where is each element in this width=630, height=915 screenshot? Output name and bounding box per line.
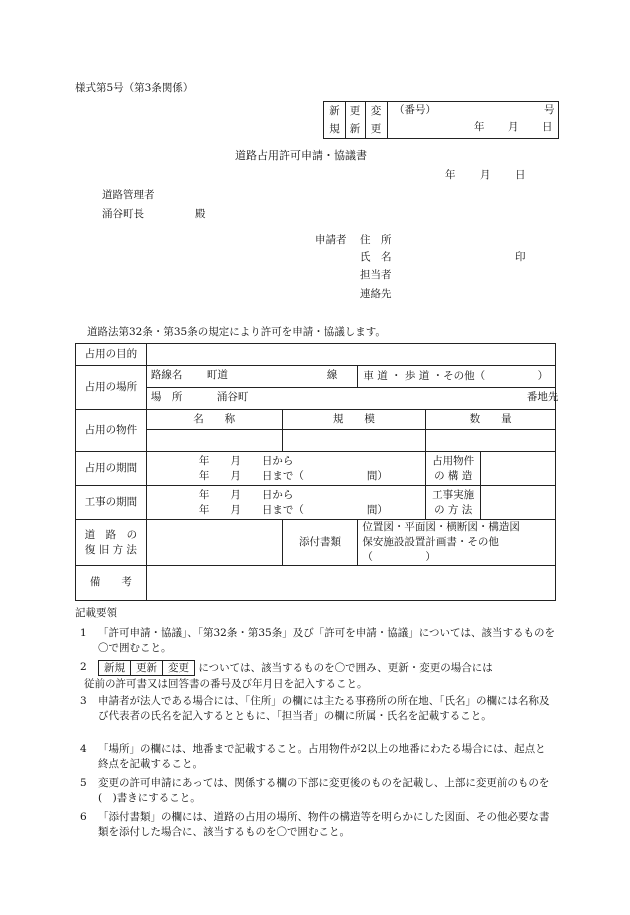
- type-new[interactable]: [324, 102, 346, 138]
- structure-label: [426, 452, 481, 486]
- method-label-l1: 工事実施: [432, 488, 475, 501]
- work-period-to: 年 月 日まで（ 間）: [198, 503, 388, 516]
- type-new-char2: 規: [329, 123, 340, 135]
- note-2-box-renew: 更新: [131, 660, 163, 676]
- remarks-label: 備 考: [76, 566, 147, 601]
- note-6: [80, 810, 556, 840]
- structure-label-l1: 占用物件: [432, 454, 475, 467]
- note-5-text: 変更の許可申請にあっては、関係する欄の下部に変更後のものを記載し、上部に変更前のものを( )書きにすること。: [98, 777, 550, 804]
- period-to: 年 月 日まで（ 間）: [198, 469, 388, 482]
- period-from: 年 月 日から: [198, 454, 294, 467]
- object-name-field[interactable]: [146, 430, 282, 452]
- work-period-from: 年 月 日から: [198, 488, 294, 501]
- method-label-l2: の 方 法: [434, 503, 473, 516]
- note-2-box-new: 新規: [98, 660, 131, 676]
- lot-label: 番地先: [526, 391, 559, 403]
- notes-heading: 記載要領: [75, 607, 117, 619]
- note-4: [80, 742, 556, 772]
- note-5: [80, 776, 556, 806]
- period-label: 占用の期間: [76, 452, 147, 486]
- town-name: 涌谷町: [216, 391, 249, 403]
- road-type-field[interactable]: [358, 366, 556, 388]
- applicant-person-label: 担当者: [360, 269, 392, 281]
- note-1-number: 1: [80, 627, 87, 639]
- route-name-label: 路線名: [150, 369, 183, 381]
- note-2-box-change: 変更: [163, 660, 195, 676]
- type-change-char1: 変: [370, 105, 382, 117]
- restore-field[interactable]: [146, 520, 282, 566]
- date-day: 日: [515, 169, 526, 181]
- addressee-line1: 道路管理者: [102, 189, 155, 201]
- note-2-number: 2: [80, 661, 87, 673]
- attach-options-l2: 保安施設設置計画書・その他（ ）: [362, 536, 499, 563]
- method-label: [426, 486, 481, 520]
- purpose-label: 占用の目的: [76, 344, 147, 366]
- note-2-text-a: については、該当するものを〇で囲み、更新・変更の場合には: [198, 662, 493, 674]
- note-3-number: 3: [80, 695, 87, 707]
- applicant-label: 申請者: [315, 234, 347, 246]
- object-qty-field[interactable]: [426, 430, 556, 452]
- town-road-label: 町道: [206, 369, 228, 381]
- remarks-field[interactable]: [146, 566, 555, 601]
- note-2-text-b: 従前の許可書又は回答書の番号及び年月日を記入すること。: [84, 678, 368, 690]
- note-1-text: 「許可申請・協議」、「第32条・第35条」及び「許可を申請・協議」については、該当するものを〇で囲むこと。: [98, 627, 556, 654]
- applicant-address-label: 住 所: [360, 234, 392, 246]
- attach-label: 添付書類: [282, 520, 358, 566]
- header-day: 日: [542, 121, 553, 133]
- type-change[interactable]: [365, 102, 388, 138]
- purpose-field[interactable]: [146, 344, 555, 366]
- note-6-text: 「添付書類」の欄には、道路の占用の場所、物件の構造等を明らかにした図面、その他必要な書類を添付した場合に、該当するものを〇で囲むこと。: [98, 811, 550, 838]
- road-type-options: 車 道 ・ 歩 道 ・その他（ ）: [363, 369, 549, 382]
- number-suffix: 号: [544, 104, 555, 116]
- place-label: 場 所: [150, 391, 183, 403]
- seal-mark: 印: [515, 251, 526, 263]
- location-label: 占用の場所: [76, 366, 147, 410]
- object-scale-header: 規 模: [282, 410, 426, 430]
- applicant-contact-label: 連絡先: [360, 288, 392, 300]
- note-4-number: 4: [80, 743, 87, 755]
- type-new-char1: 新: [329, 105, 340, 117]
- object-qty-header: 数 量: [426, 410, 556, 430]
- note-3: [80, 694, 556, 724]
- restore-label: [76, 520, 147, 566]
- attach-field[interactable]: [358, 520, 556, 566]
- place-field[interactable]: [146, 388, 559, 410]
- header-year: 年: [474, 121, 485, 133]
- header-month: 月: [508, 121, 519, 133]
- work-period-field[interactable]: [146, 486, 425, 520]
- object-scale-field[interactable]: [282, 430, 426, 452]
- attach-options-l1: 位置図・平面図・横断図・構造図: [362, 521, 520, 533]
- note-4-text: 「場所」の欄には、地番まで記載すること。占用物件が2以上の地番にわたる場合には、起点と終点を記載すること。: [98, 743, 546, 770]
- work-period-label: 工事の期間: [76, 486, 147, 520]
- applicant-name-label: 氏 名: [360, 251, 392, 263]
- note-2: [80, 660, 556, 692]
- restore-label-l1: 道 路 の: [84, 528, 138, 541]
- type-change-char2: 更: [370, 123, 382, 135]
- addressee-honorific: 殿: [195, 208, 206, 220]
- note-1: [80, 626, 556, 656]
- type-renew[interactable]: [345, 102, 366, 138]
- date-year: 年: [445, 169, 456, 181]
- structure-label-l2: の 構 造: [434, 469, 473, 482]
- statement: 道路法第32条・第35条の規定により許可を申請・協議します。: [87, 326, 386, 338]
- form-id: 様式第5号（第3条関係）: [75, 82, 194, 94]
- structure-field[interactable]: [481, 452, 556, 486]
- note-3-text: 申請者が法人である場合には、「住所」の欄には主たる事務所の所在地、「氏名」の欄には名称及び代表者の氏名を記入するとともに、「担当者」の欄に所属・氏名を記載すること。: [98, 695, 550, 722]
- line-label: 線: [326, 369, 338, 381]
- route-field[interactable]: [146, 366, 358, 388]
- type-renew-char2: 新: [349, 123, 361, 135]
- restore-label-l2: 復 旧 方 法: [84, 543, 137, 556]
- note-6-number: 6: [80, 811, 87, 823]
- period-field[interactable]: [146, 452, 425, 486]
- note-5-number: 5: [80, 777, 87, 789]
- application-table: [75, 343, 559, 601]
- date-month: 月: [480, 169, 491, 181]
- object-label: 占用の物件: [76, 410, 147, 452]
- object-name-header: 名 称: [146, 410, 282, 430]
- addressee-line2: 涌谷町長: [102, 208, 144, 220]
- number-label: （番号）: [394, 104, 436, 116]
- page-title: 道路占用許可申請・協議書: [235, 149, 367, 162]
- type-renew-char1: 更: [349, 105, 361, 117]
- method-field[interactable]: [481, 486, 556, 520]
- application-type-box: [323, 101, 559, 139]
